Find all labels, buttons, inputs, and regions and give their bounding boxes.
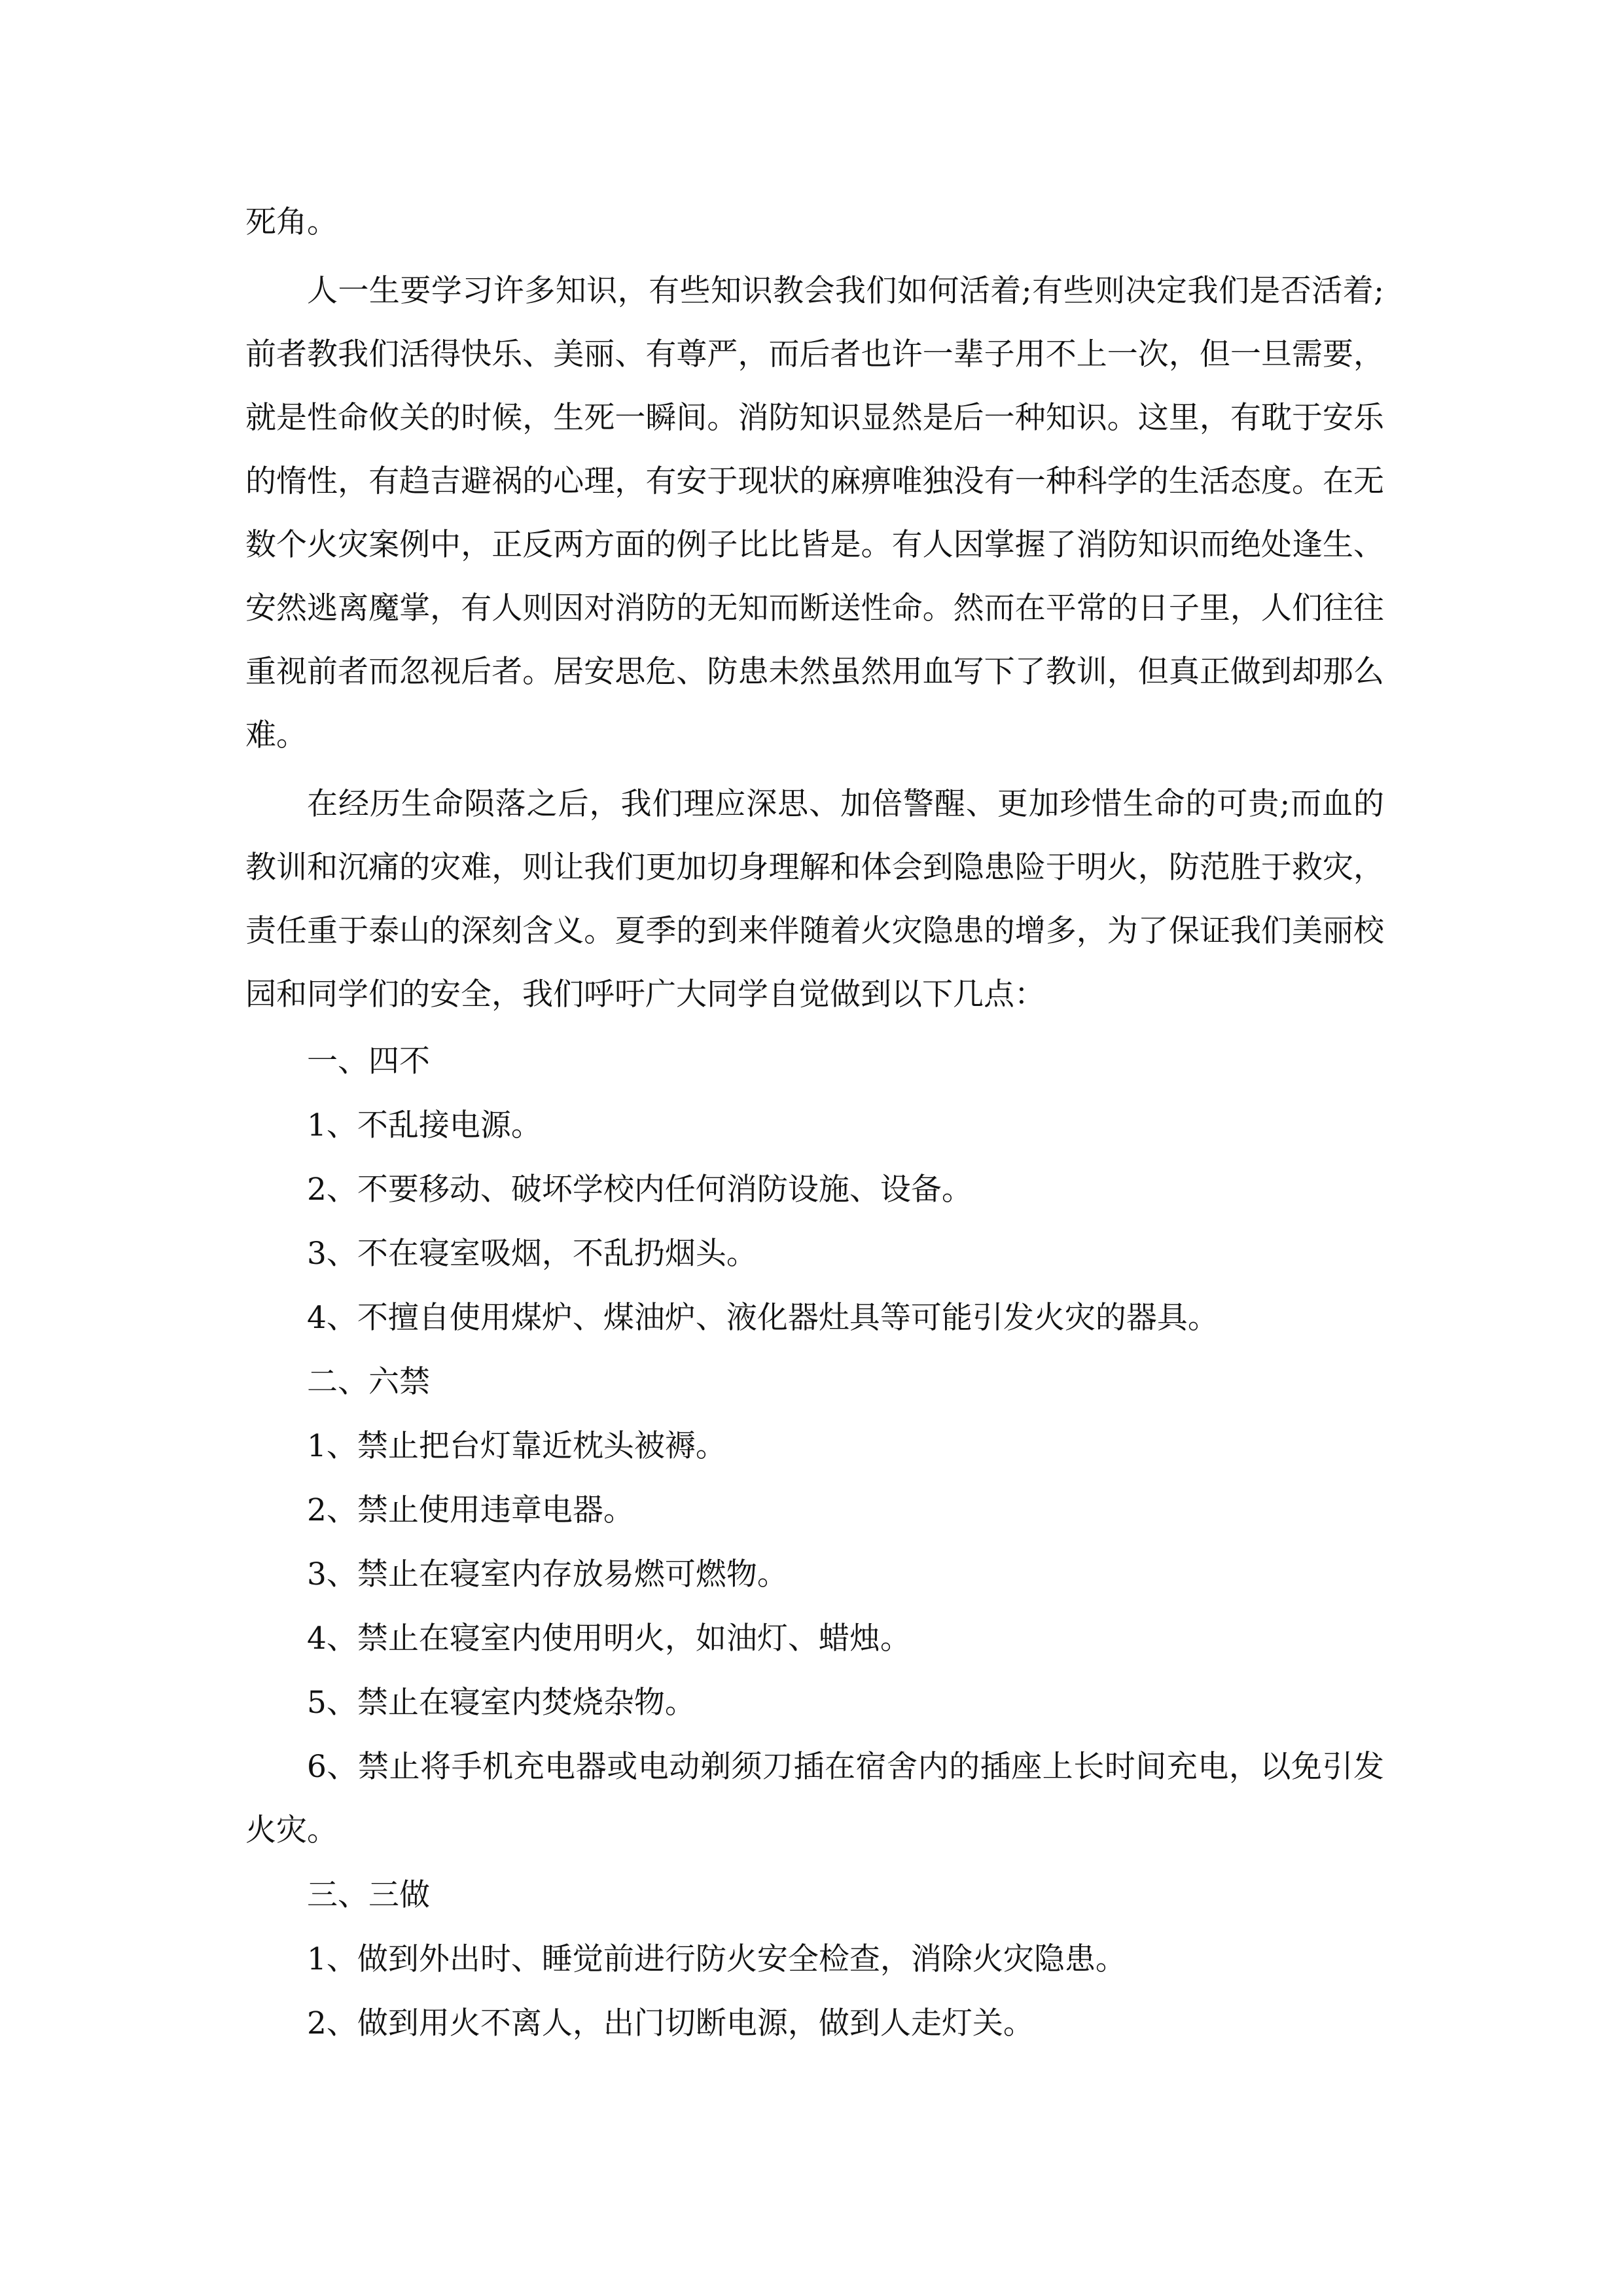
list-item: 3、不在寝室吸烟，不乱扔烟头。 [307, 1236, 757, 1272]
list-item: 4、不擅自使用煤炉、煤油炉、液化器灶具等可能引发火灾的器具。 [307, 1300, 1219, 1336]
list-item: 3、禁止在寝室内存放易燃可燃物。 [307, 1556, 788, 1592]
list-item: 4、禁止在寝室内使用明火，如油灯、蜡烛。 [307, 1621, 911, 1657]
list-item: 2、不要移动、破坏学校内任何消防设施、设备。 [307, 1172, 972, 1208]
paragraph-continuation: 死角。 [245, 204, 338, 240]
list-item: 2、禁止使用违章电器。 [307, 1492, 634, 1528]
list-item: 5、禁止在寝室内焚烧杂物。 [307, 1685, 696, 1721]
paragraph-knowledge: 人一生要学习许多知识，有些知识教会我们如何活着;有些则决定我们是否活着;前者教我们活得快乐、美丽、有尊严，而后者也许一辈子用不上一次，但一旦需要，就是性命攸关的时候，生死一瞬间。消防知识显然是后一种知识。这里，有耽于安乐的惰性，有趋吉避祸的心理，有安于现状的麻痹唯独没有一种科学的生活态度。在无数个火灾案例中，正反两方面的例子比比皆是。有人因掌握了消防知识而绝处逢生、安然逃离魔掌，有人则因对消防的无知而断送性命。然而在平常的日子里，人们往往重视前者而忽视后者。居安思危、防患未然虽然用血写下了教训，但真正做到却那么难。 [245, 273, 1384, 753]
paragraph-lessons: 在经历生命陨落之后，我们理应深思、加倍警醒、更加珍惜生命的可贵;而血的教训和沉痛的灾难，则让我们更加切身理解和体会到隐患险于明火，防范胜于救灾，责任重于泰山的深刻含义。夏季的到来伴随着火灾隐患的增多，为了保证我们美丽校园和同学们的安全，我们呼吁广大同学自觉做到以下几点： [245, 786, 1384, 1013]
list-item: 1、做到外出时、睡觉前进行防火安全检查，消除火灾隐患。 [307, 1941, 1126, 1977]
list-item: 1、禁止把台灯靠近枕头被褥。 [307, 1428, 726, 1464]
list-item: 1、不乱接电源。 [307, 1107, 542, 1143]
list-item: 2、做到用火不离人，出门切断电源，做到人走灯关。 [307, 2005, 1034, 2041]
section-four-heading: 一、四不 [307, 1043, 430, 1079]
section-six-heading: 二、六禁 [307, 1364, 430, 1400]
list-item: 6、禁止将手机充电器或电动剃须刀插在宿舍内的插座上长时间充电，以免引发火灾。 [245, 1749, 1384, 1848]
section-three-heading: 三、三做 [307, 1877, 430, 1913]
